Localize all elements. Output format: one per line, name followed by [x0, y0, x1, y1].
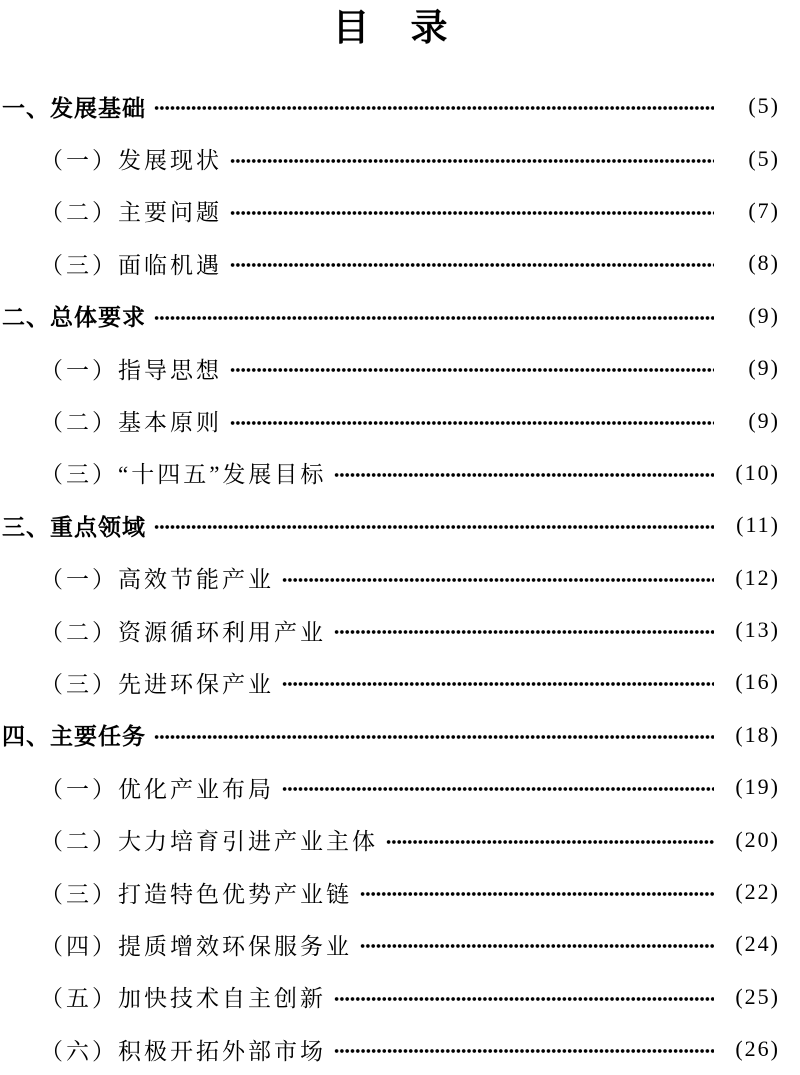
toc-entry-label: （一）发展现状 [40, 148, 222, 174]
toc-entry [2, 237, 780, 289]
toc-entry-page: (13) [735, 617, 780, 643]
toc-entry-label: （六）积极开拓外部市场 [40, 1038, 326, 1064]
toc-entry-page: (12) [735, 564, 780, 590]
toc-entry-page: (19) [735, 774, 780, 800]
dot-leader [282, 785, 714, 793]
dot-leader [154, 733, 714, 741]
toc-entry-label: 一、发展基础 [2, 94, 146, 121]
dot-leader [154, 523, 714, 531]
toc-entry-page: (5) [748, 145, 780, 171]
page-title: 目 录 [332, 8, 450, 49]
toc-entry-label: （一）优化产业布局 [40, 776, 274, 802]
toc-entry [2, 866, 780, 918]
toc-entry-label: （一）高效节能产业 [40, 567, 274, 593]
dot-leader [154, 314, 714, 322]
toc-entry-label: （二）大力培育引进产业主体 [40, 829, 378, 855]
dot-leader [230, 261, 714, 269]
toc-entry [2, 761, 780, 813]
toc-entry [2, 971, 780, 1023]
toc-entry [2, 132, 780, 184]
toc-entry-label: （四）提质增效环保服务业 [40, 933, 352, 959]
toc-entry-page: (10) [735, 459, 780, 485]
toc-entry-page: (16) [735, 669, 780, 695]
toc-entry-page: (8) [748, 250, 780, 276]
toc-entry-page: (9) [748, 407, 780, 433]
toc-entry [2, 1023, 780, 1075]
toc-entry-page: (11) [736, 512, 780, 538]
toc-entry-page: (22) [735, 879, 780, 905]
dot-leader [360, 942, 714, 950]
toc-entry-page: (24) [735, 931, 780, 957]
toc-entry-label: （三）打造特色优势产业链 [40, 881, 352, 907]
toc-entry-page: (18) [735, 721, 780, 747]
toc-entry-label: （二）基本原则 [40, 410, 222, 436]
toc-entry-label: （三）面临机遇 [40, 252, 222, 278]
dot-leader [154, 104, 714, 112]
toc-entry [2, 709, 780, 761]
toc-entry-page: (20) [735, 826, 780, 852]
dot-leader [230, 209, 714, 217]
toc-entry-label: （二）主要问题 [40, 200, 222, 226]
toc-entry-label: 四、主要任务 [2, 723, 146, 750]
dot-leader [334, 628, 714, 636]
toc-entry-label: （三）先进环保产业 [40, 671, 274, 697]
dot-leader [282, 576, 714, 584]
toc-entry-page: (25) [735, 983, 780, 1009]
dot-leader [230, 366, 714, 374]
toc-entry-page: (5) [748, 93, 780, 119]
toc-entry [2, 813, 780, 865]
dot-leader [360, 890, 714, 898]
toc-entry-page: (9) [748, 302, 780, 328]
toc-entry [2, 656, 780, 708]
toc-entry-label: （二）资源循环利用产业 [40, 619, 326, 645]
toc-entry [2, 394, 780, 446]
toc-entry-label: 二、总体要求 [2, 304, 146, 331]
toc-entry-page: (26) [735, 1036, 780, 1062]
dot-leader [230, 419, 714, 427]
toc-entry-page: (9) [748, 355, 780, 381]
toc-entry [2, 185, 780, 237]
toc-entry-label: 三、重点领域 [2, 513, 146, 540]
toc-entry [2, 290, 780, 342]
table-of-contents [2, 80, 780, 1075]
toc-entry-label: （五）加快技术自主创新 [40, 986, 326, 1012]
toc-entry [2, 604, 780, 656]
toc-entry [2, 499, 780, 551]
dot-leader [334, 1047, 714, 1055]
dot-leader [230, 157, 714, 165]
toc-entry-label: （三）“十四五”发展目标 [40, 462, 327, 488]
toc-entry-page: (7) [748, 197, 780, 223]
toc-entry [2, 342, 780, 394]
dot-leader [386, 838, 714, 846]
toc-entry [2, 552, 780, 604]
toc-entry [2, 80, 780, 132]
toc-entry [2, 447, 780, 499]
dot-leader [334, 471, 714, 479]
dot-leader [282, 680, 714, 688]
dot-leader [334, 995, 714, 1003]
toc-entry-label: （一）指导思想 [40, 357, 222, 383]
toc-entry [2, 918, 780, 970]
